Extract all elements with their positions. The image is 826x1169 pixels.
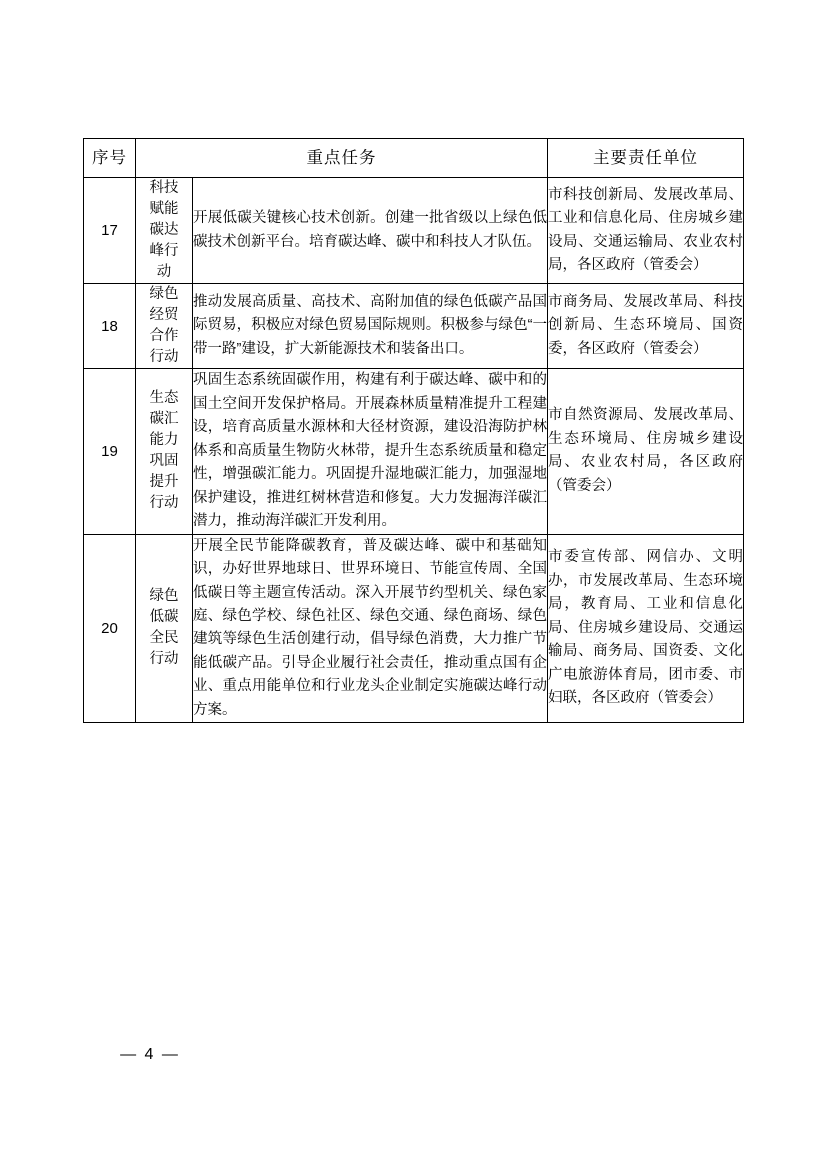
table-row: [84, 534, 744, 723]
row-action-text: 科技 赋能 碳达 峰行 动: [149, 180, 179, 281]
row-unit-text: 市委宣传部、网信办、文明办，市发展改革局、生态环境局，教育局、工业和信息化局、住房城乡建设局、交通运输局、商务局、国资委、文化广电旅游体育局，团市委、市妇联，各区政府（管委会）: [548, 534, 744, 723]
row-action-name: [136, 178, 193, 284]
page-number: — 4 —: [120, 1046, 180, 1063]
table-row: [84, 284, 744, 369]
row-unit-text: 市科技创新局、发展改革局、工业和信息化局、住房城乡建设局、交通运输局、农业农村局，各区政府（管委会）: [548, 178, 744, 284]
row-action-name: [136, 534, 193, 723]
key-tasks-table: [83, 138, 744, 723]
task-table-container: [83, 138, 743, 723]
row-index: 20: [84, 534, 136, 723]
row-index: 18: [84, 284, 136, 369]
row-task-text: 开展全民节能降碳教育，普及碳达峰、碳中和基础知识，办好世界地球日、世界环境日、节能宣传周、全国低碳日等主题宣传活动。深入开展节约型机关、绿色家庭、绿色学校、绿色社区、绿色交通、绿色商场、绿色建筑等绿色生活创建行动，倡导绿色消费，大力推广节能低碳产品。引导企业履行社会责任，推动重点国有企业、重点用能单位和行业龙头企业制定实施碳达峰行动方案。: [193, 534, 548, 723]
row-action-name: [136, 284, 193, 369]
row-action-text: 生态 碳汇 能力 巩固 提升 行动: [149, 390, 179, 512]
column-header-unit: 主要责任单位: [548, 139, 744, 178]
row-task-text: 巩固生态系统固碳作用，构建有利于碳达峰、碳中和的国土空间开发保护格局。开展森林质量精准提升工程建设，培育高质量水源林和大径材资源，建设沿海防护林体系和高质量生物防火林带，提升生态系统质量和稳定性，增强碳汇能力。巩固提升湿地碳汇能力，加强湿地保护建设，推进红树林营造和修复。大力发掘海洋碳汇潜力，推动海洋碳汇开发利用。: [193, 369, 548, 534]
table-row: [84, 369, 744, 534]
row-task-text: 开展低碳关键核心技术创新。创建一批省级以上绿色低碳技术创新平台。培育碳达峰、碳中和科技人才队伍。: [193, 178, 548, 284]
table-header-row: [84, 139, 744, 178]
column-header-task: 重点任务: [136, 139, 548, 178]
row-action-text: 绿色 低碳 全民 行动: [149, 588, 179, 668]
row-action-name: [136, 369, 193, 534]
table-header: [84, 139, 744, 178]
table-body: [84, 178, 744, 723]
table-row: [84, 178, 744, 284]
row-index: 19: [84, 369, 136, 534]
row-index: 17: [84, 178, 136, 284]
row-unit-text: 市商务局、发展改革局、科技创新局、生态环境局、国资委，各区政府（管委会）: [548, 284, 744, 369]
row-task-text: 推动发展高质量、高技术、高附加值的绿色低碳产品国际贸易，积极应对绿色贸易国际规则。积极参与绿色“一带一路”建设，扩大新能源技术和装备出口。: [193, 284, 548, 369]
column-header-index: 序号: [84, 139, 136, 178]
row-unit-text: 市自然资源局、发展改革局、生态环境局、住房城乡建设局、农业农村局，各区政府（管委会）: [548, 369, 744, 534]
row-action-text: 绿色 经贸 合作 行动: [149, 286, 179, 366]
